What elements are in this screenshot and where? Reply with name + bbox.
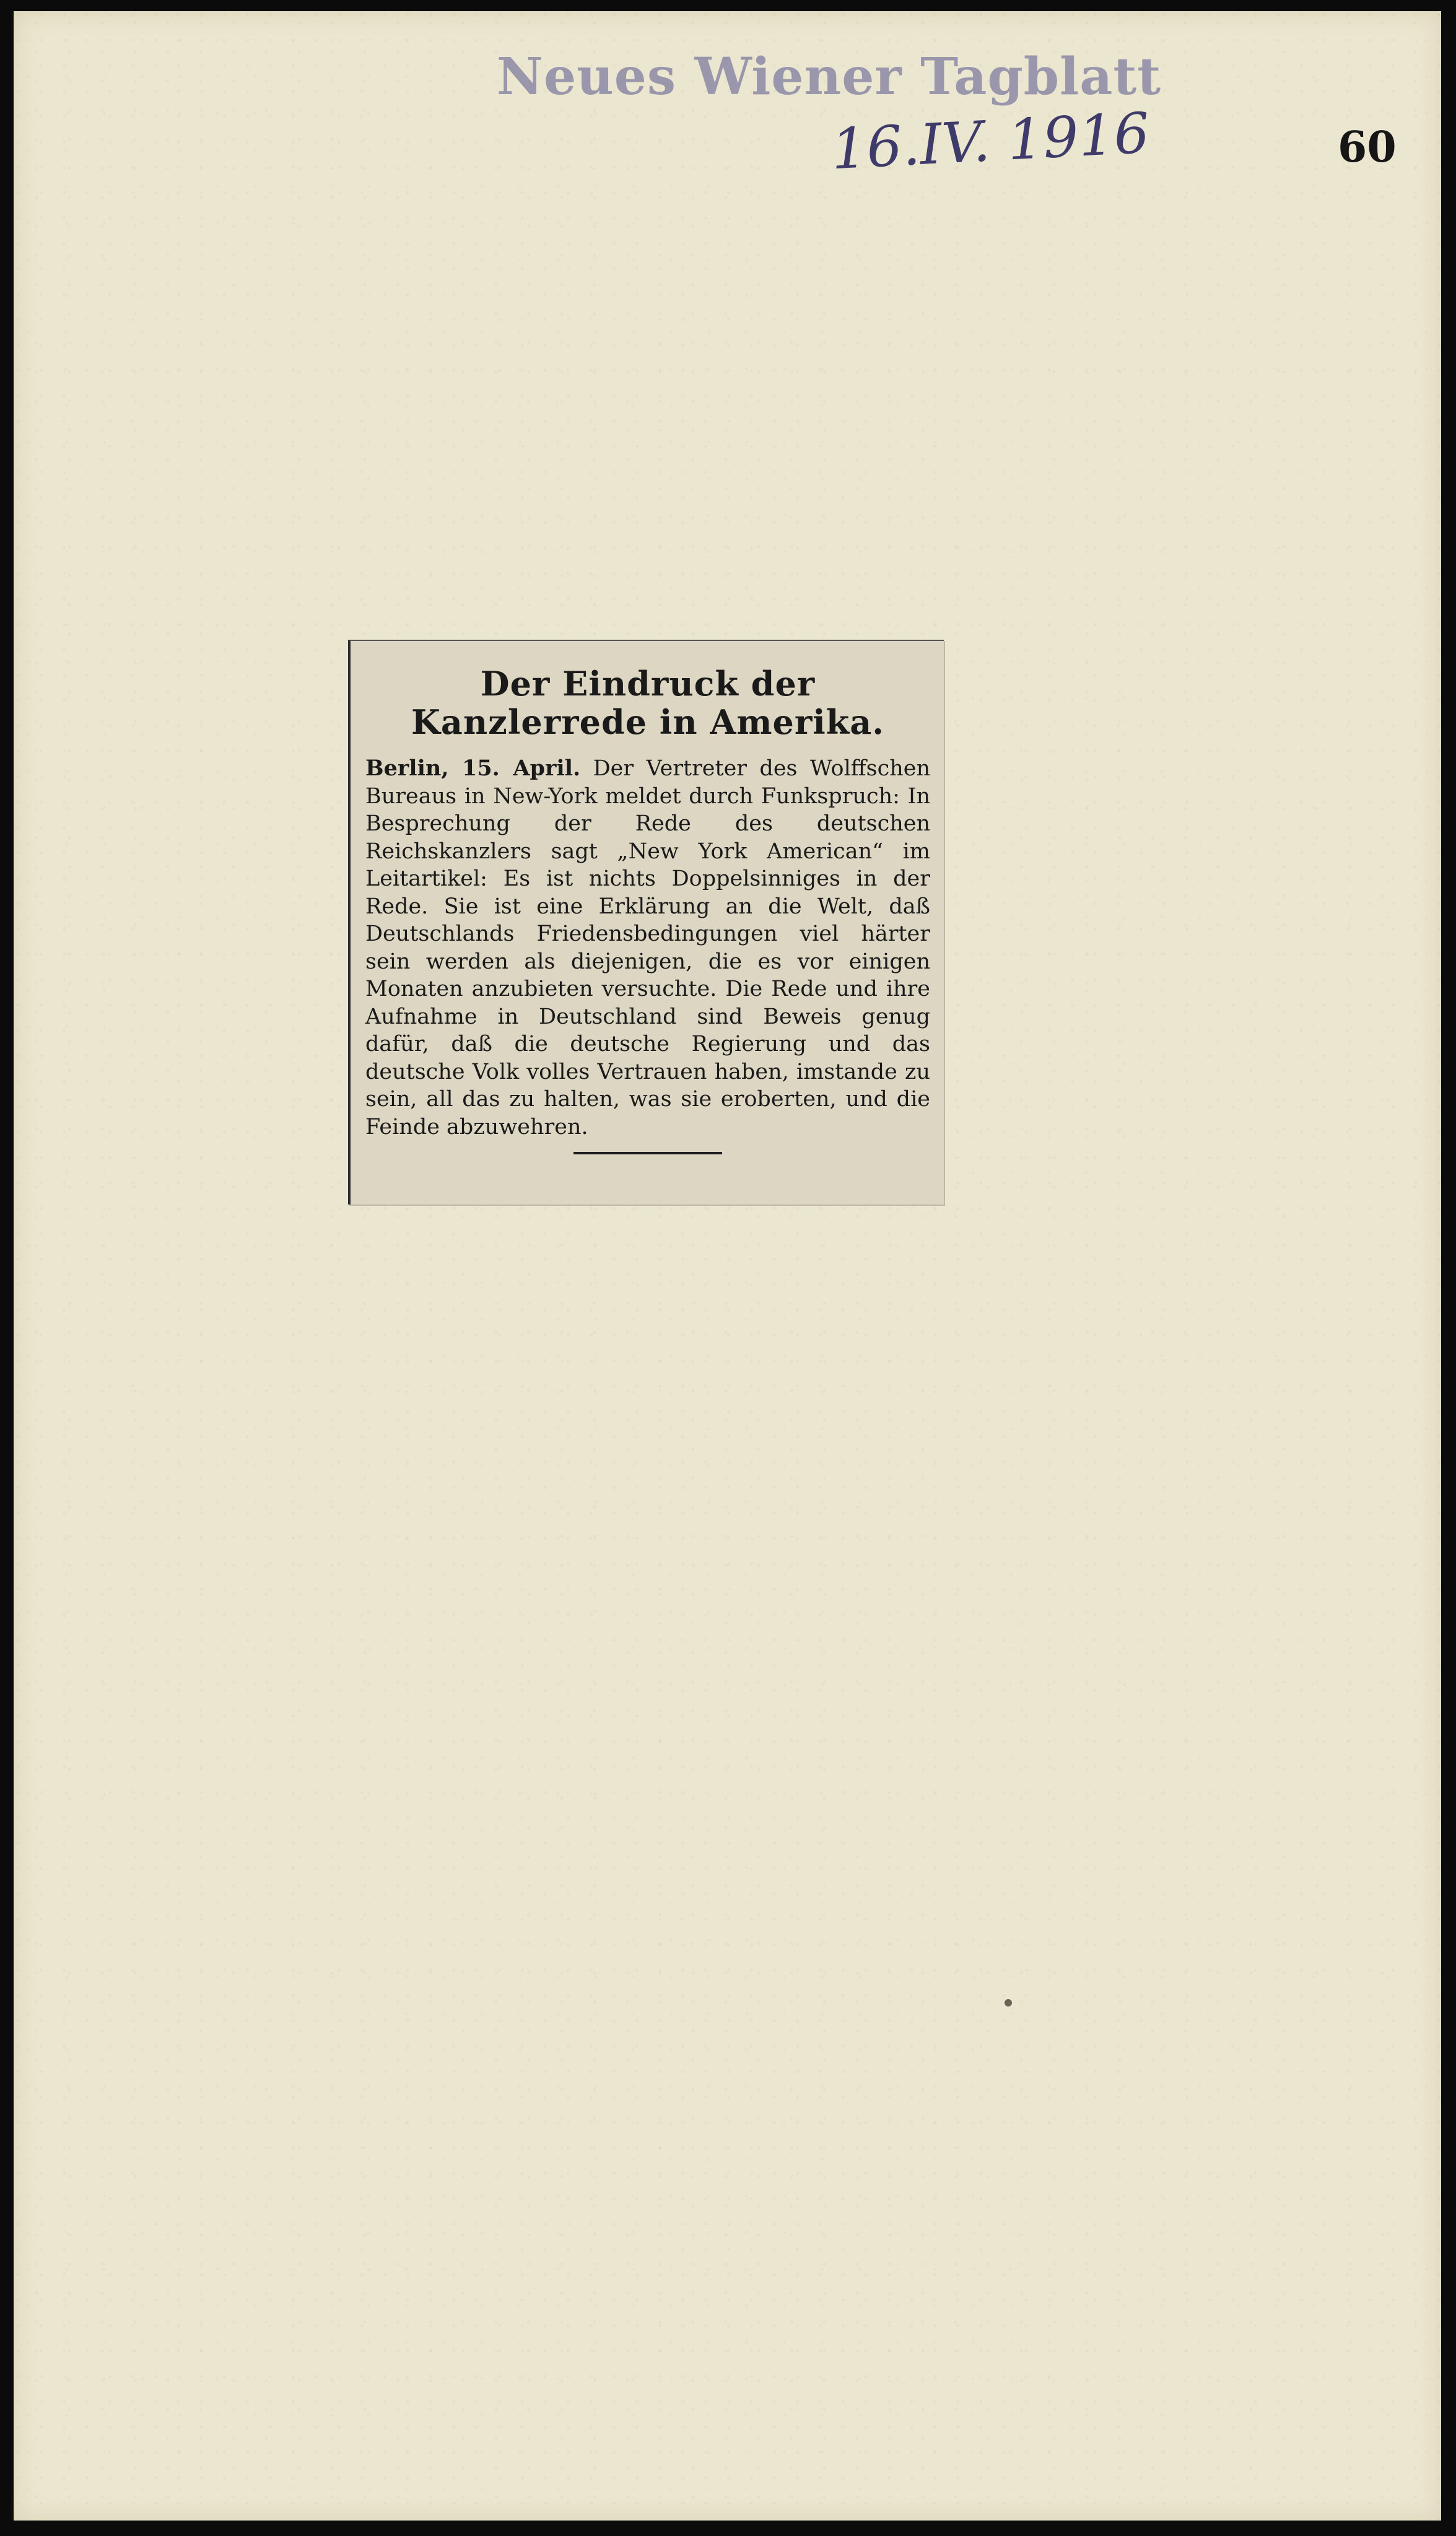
clipping-dateline: Berlin, 15. April.	[365, 756, 581, 781]
paper-speck	[1005, 1999, 1012, 2007]
handwritten-date: 16.IV. 1916	[829, 100, 1151, 183]
page-number: 60	[1338, 123, 1397, 172]
clipping-body-text: Der Vertreter des Wolffschen Bureaus in New-York meldet durch Funkspruch: In Besprechung der Rede des deutschen Reichskanzlers sagt „New York American“ im Leitartikel: Es ist nichts Doppelsinniges in der Rede. Sie ist eine Erklärung an die Welt, daß Deutschlands Friedensbedingungen viel härter sein werden als diejenigen, die es vor einigen Monaten anzubieten versuchte. Die Rede und ihre Aufnahme in Deutschland sind Beweis genug dafür, daß die deutsche Regierung und das deutsche Volk volles Vertrauen haben, imstande zu sein, all das zu halten, was sie eroberten, und die Feinde abzuwehren.	[365, 756, 930, 1139]
clipping-headline: Der Eindruck der Kanzlerrede in Amerika.	[411, 664, 885, 742]
newspaper-clipping	[348, 640, 944, 1205]
newspaper-name-stamp: Neues Wiener Tagblatt	[497, 47, 1162, 107]
end-rule	[573, 1152, 722, 1154]
archive-sheet	[14, 11, 1441, 2521]
clipping-body	[365, 755, 930, 1141]
